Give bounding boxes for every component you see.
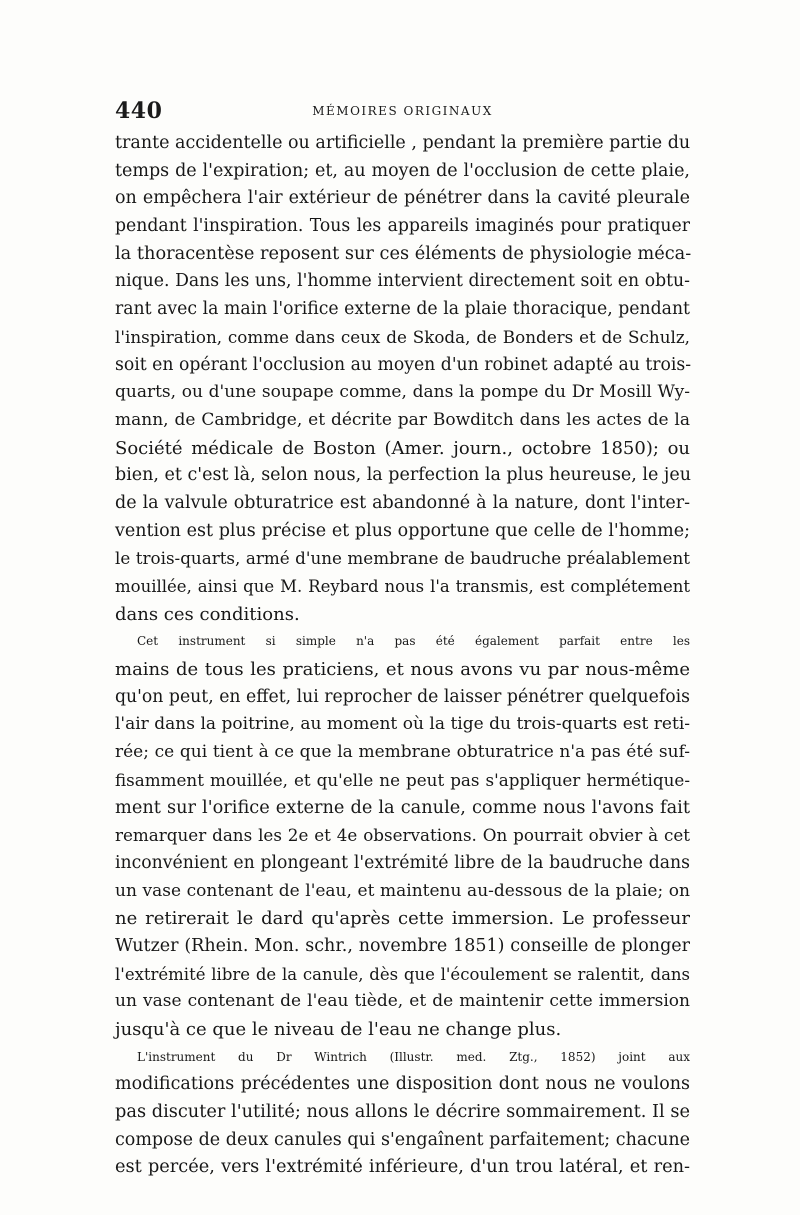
text-line: rée; ce qui tient à ce que la membrane obturatrice n'a pas été suf- (115, 742, 690, 763)
page-header (115, 96, 690, 130)
body-text (115, 130, 690, 1182)
text-line: fisamment mouillée, et qu'elle ne peut pas s'appliquer hermétique- (115, 769, 690, 790)
text-line: on empêchera l'air extérieur de pénétrer dans la cavité pleurale (115, 188, 690, 209)
text-line: nique. Dans les uns, l'homme intervient directement soit en obtu- (115, 271, 690, 292)
text-line: rant avec la main l'orifice externe de la plaie thoracique, pendant (115, 299, 690, 320)
text-line: mains de tous les praticiens, et nous avons vu par nous-même (115, 659, 690, 681)
text-line: vention est plus précise et plus opportune que celle de l'homme; (115, 520, 690, 541)
text-line: mann, de Cambridge, et décrite par Bowditch dans les actes de la (115, 409, 690, 430)
text-line: mouillée, ainsi que M. Reybard nous l'a transmis, est complétement (115, 577, 690, 596)
text-line: est percée, vers l'extrémité inférieure, d'un trou latéral, et ren- (115, 1157, 690, 1178)
text-line: ment sur l'orifice externe de la canule, comme nous l'avons fait (115, 797, 690, 818)
page-number: 440 (115, 98, 163, 124)
text-line: inconvénient en plongeant l'extrémité libre de la baudruche dans (115, 852, 690, 873)
text-line: un vase contenant de l'eau tiède, et de maintenir cette immersion (115, 991, 690, 1012)
text-line: Société médicale de Boston (Amer. journ., octobre 1850); ou (115, 437, 690, 459)
text-line: bien, et c'est là, selon nous, la perfection la plus heureuse, le jeu (115, 465, 691, 486)
text-line: la thoracentèse reposent sur ces éléments de physiologie méca- (115, 243, 692, 264)
text-line: compose de deux canules qui s'engaînent parfaitement; chacune (115, 1129, 690, 1150)
text-line: le trois-quarts, armé d'une membrane de baudruche préalablement (115, 548, 690, 569)
text-line: Cet instrument si simple n'a pas été également parfait entre les (137, 634, 690, 649)
text-line: un vase contenant de l'eau, et maintenu au-dessous de la plaie; on (115, 880, 690, 901)
text-line: modifications précédentes une disposition dont nous ne voulons (115, 1074, 690, 1095)
text-line: dans ces conditions. (115, 603, 300, 625)
text-line: l'extrémité libre de la canule, dès que l'écoulement se ralentit, dans (115, 964, 690, 984)
text-line: pas discuter l'utilité; nous allons le décrire sommairement. Il se (115, 1102, 690, 1123)
text-line: temps de l'expiration; et, au moyen de l'occlusion de cette plaie, (115, 160, 690, 181)
text-line: Wutzer (Rhein. Mon. schr., novembre 1851) conseille de plonger (115, 935, 690, 956)
text-line: qu'on peut, en effet, lui reprocher de laisser pénétrer quelquefois (115, 686, 690, 707)
running-title: MÉMOIRES ORIGINAUX (312, 104, 493, 118)
text-line: jusqu'à ce que le niveau de l'eau ne change plus. (115, 1019, 562, 1040)
text-line: L'instrument du Dr Wintrich (Illustr. med. Ztg., 1852) joint aux (137, 1049, 690, 1064)
text-line: quarts, ou d'une soupape comme, dans la pompe du Dr Mosill Wy- (115, 382, 690, 403)
text-line: pendant l'inspiration. Tous les appareils imaginés pour pratiquer (115, 216, 690, 237)
text-line: soit en opérant l'occlusion au moyen d'un robinet adapté au trois- (115, 354, 692, 375)
text-line: trante accidentelle ou artificielle , pendant la première partie du (115, 133, 691, 153)
text-line: ne retirerait le dard qu'après cette immersion. Le professeur (115, 908, 690, 930)
text-line: l'inspiration, comme dans ceux de Skoda, de Bonders et de Schulz, (115, 326, 690, 347)
text-line: remarquer dans les 2e et 4e observations. On pourrait obvier à cet (115, 825, 690, 846)
text-line: l'air dans la poitrine, au moment où la tige du trois-quarts est reti- (115, 714, 690, 735)
text-line: de la valvule obturatrice est abandonné à la nature, dont l'inter- (115, 492, 690, 513)
